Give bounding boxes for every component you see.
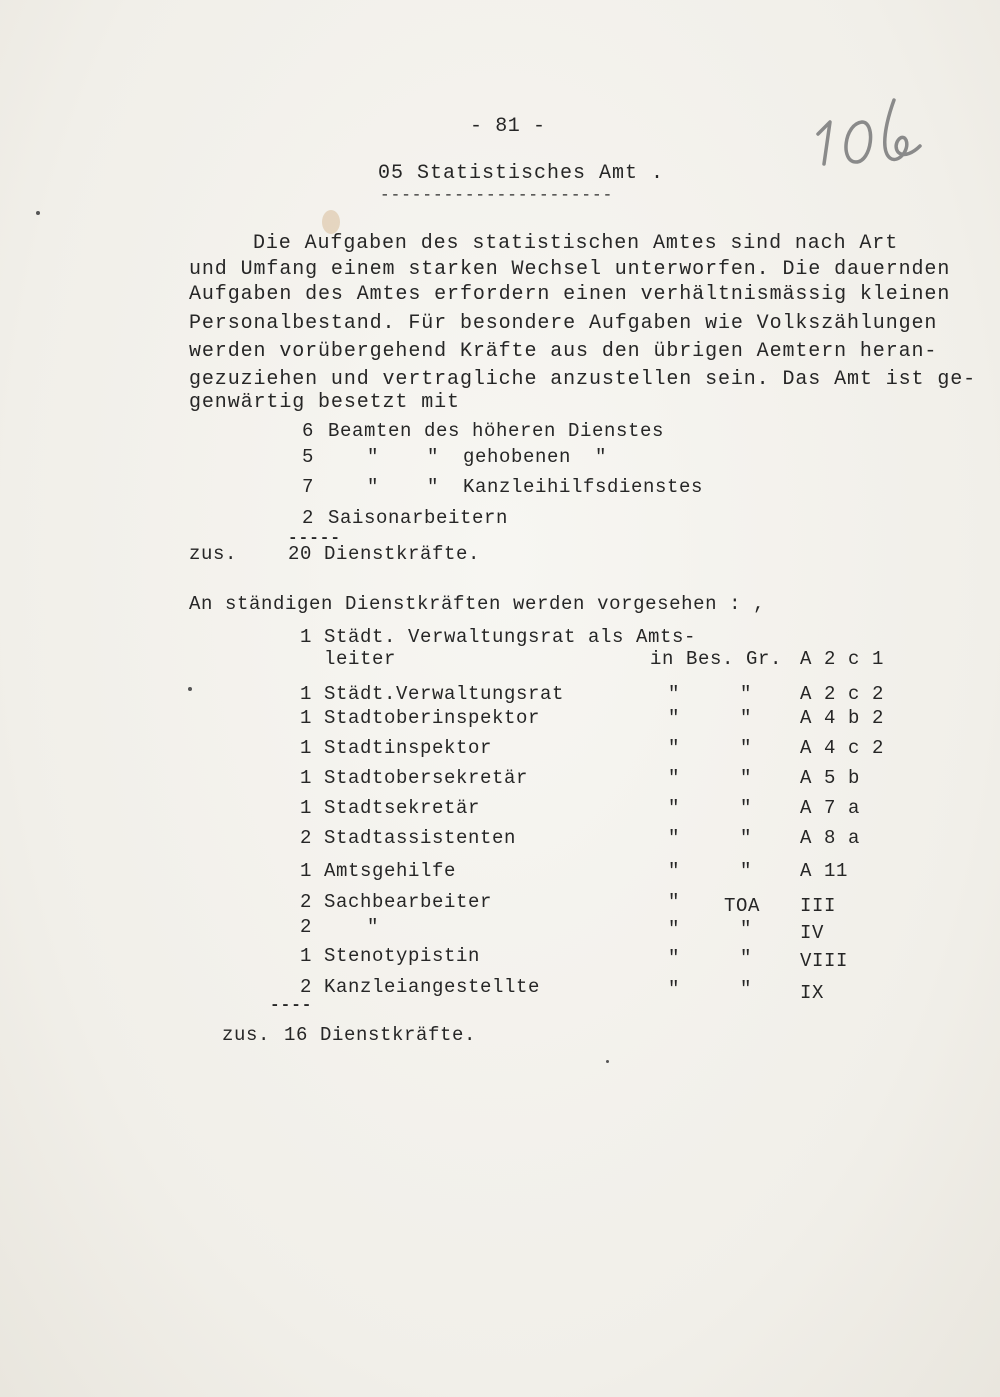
planned-title: Sachbearbeiter <box>324 891 493 913</box>
ditto-mark: " <box>740 797 753 819</box>
planned-count: 1 <box>300 707 313 729</box>
planned-grade: III <box>800 895 837 917</box>
planned-title: Amtsgehilfe <box>324 860 457 882</box>
planned-count: 2 <box>300 891 313 913</box>
planned-title: Stadtassistenten <box>324 827 517 849</box>
planned-grade: A 11 <box>800 860 849 882</box>
ditto-mark: " <box>668 797 681 819</box>
current-total: 20 Dienstkräfte. <box>288 543 481 565</box>
planned-grade: IV <box>800 922 825 944</box>
paper-speck <box>606 1060 609 1063</box>
planned-title: Stadtobersekretär <box>324 767 529 789</box>
planned-title: Städt.Verwaltungsrat <box>324 683 565 705</box>
planned-title: Stenotypistin <box>324 945 481 967</box>
staff-count: 7 <box>302 476 315 498</box>
besoldung-header: in Bes. Gr. <box>650 648 783 670</box>
paragraph-line-2: und Umfang einem starken Wechsel unterworfen. Die dauernden <box>189 258 951 281</box>
planned-grade: VIII <box>800 950 849 972</box>
paper-speck <box>36 211 40 215</box>
section-title: 05 Statistisches Amt . <box>378 162 665 185</box>
paper-stain <box>322 210 340 234</box>
paragraph-line-7: genwärtig besetzt mit <box>189 391 460 414</box>
toa-label: TOA <box>724 895 761 917</box>
planned-intro: An ständigen Dienstkräften werden vorgesehen : , <box>189 593 766 615</box>
planned-grade: A 4 c 2 <box>800 737 885 759</box>
handwritten-archive-number <box>810 92 930 172</box>
ditto-mark: " <box>740 683 753 705</box>
staff-count: 2 <box>302 507 315 529</box>
planned-title: Städt. Verwaltungsrat als Amts- <box>324 626 697 648</box>
ditto-mark: " <box>740 707 753 729</box>
paragraph-line-4: Personalbestand. Für besondere Aufgaben wie Volkszählungen <box>189 312 938 335</box>
ditto-mark: " <box>740 767 753 789</box>
ditto-mark: " <box>740 918 753 940</box>
planned-grade: A 2 c 2 <box>800 683 885 705</box>
ditto-mark: " <box>668 683 681 705</box>
ditto-mark: " <box>668 767 681 789</box>
staff-count: 5 <box>302 446 315 468</box>
planned-title: Stadtoberinspektor <box>324 707 541 729</box>
planned-title: Kanzleiangestellte <box>324 976 541 998</box>
paragraph-line-5: werden vorübergehend Kräfte aus den übrigen Aemtern heran- <box>189 340 938 363</box>
ditto-mark: " <box>668 707 681 729</box>
staff-label: Beamten des höheren Dienstes <box>328 420 665 442</box>
ditto-mark: " <box>668 891 681 913</box>
planned-grade: IX <box>800 982 825 1004</box>
staff-count: 6 <box>302 420 315 442</box>
planned-grade: A 7 a <box>800 797 861 819</box>
planned-grade: A 2 c 1 <box>800 648 885 670</box>
planned-title: Stadtsekretär <box>324 797 481 819</box>
sum-dashes: ----- <box>288 529 342 547</box>
page-number: - 81 - <box>470 115 546 138</box>
ditto-mark: " <box>740 860 753 882</box>
ditto-mark: " <box>668 827 681 849</box>
planned-total: 16 Dienstkräfte. <box>284 1024 477 1046</box>
sum-dashes: ---- <box>270 996 313 1014</box>
planned-count: 2 <box>300 827 313 849</box>
planned-count: 1 <box>300 683 313 705</box>
planned-grade: A 8 a <box>800 827 861 849</box>
total-prefix: zus. <box>222 1024 271 1046</box>
paragraph-line-3: Aufgaben des Amtes erfordern einen verhältnismässig kleinen <box>189 283 951 306</box>
planned-count: 1 <box>300 945 313 967</box>
ditto-mark: " <box>740 737 753 759</box>
planned-count: 1 <box>300 626 313 648</box>
paragraph-line-1: Die Aufgaben des statistischen Amtes sind nach Art <box>253 232 899 255</box>
ditto-mark: " <box>668 918 681 940</box>
planned-grade: A 5 b <box>800 767 861 789</box>
staff-label: " " Kanzleihilfsdienstes <box>367 476 704 498</box>
staff-label: " " gehobenen " <box>367 446 608 468</box>
ditto-mark: " <box>740 947 753 969</box>
ditto-mark: " <box>668 737 681 759</box>
paragraph-line-6: gezuziehen und vertragliche anzustellen sein. Das Amt ist ge- <box>189 368 977 391</box>
planned-count: 1 <box>300 737 313 759</box>
planned-grade: A 4 b 2 <box>800 707 885 729</box>
planned-count: 1 <box>300 860 313 882</box>
staff-label: Saisonarbeitern <box>328 507 509 529</box>
ditto-mark: " <box>668 860 681 882</box>
ditto-mark: " <box>740 827 753 849</box>
title-underline: ---------------------- <box>380 186 614 204</box>
ditto-mark: " <box>668 947 681 969</box>
paper-speck <box>188 687 192 691</box>
planned-count: 1 <box>300 797 313 819</box>
ditto-mark: " <box>668 978 681 1000</box>
planned-title: Stadtinspektor <box>324 737 493 759</box>
planned-count: 2 <box>300 976 313 998</box>
total-prefix: zus. <box>189 543 238 565</box>
ditto-mark: " <box>740 978 753 1000</box>
planned-count: 2 <box>300 916 313 938</box>
planned-title: " <box>367 916 380 938</box>
planned-count: 1 <box>300 767 313 789</box>
planned-title-cont: leiter <box>324 648 397 670</box>
